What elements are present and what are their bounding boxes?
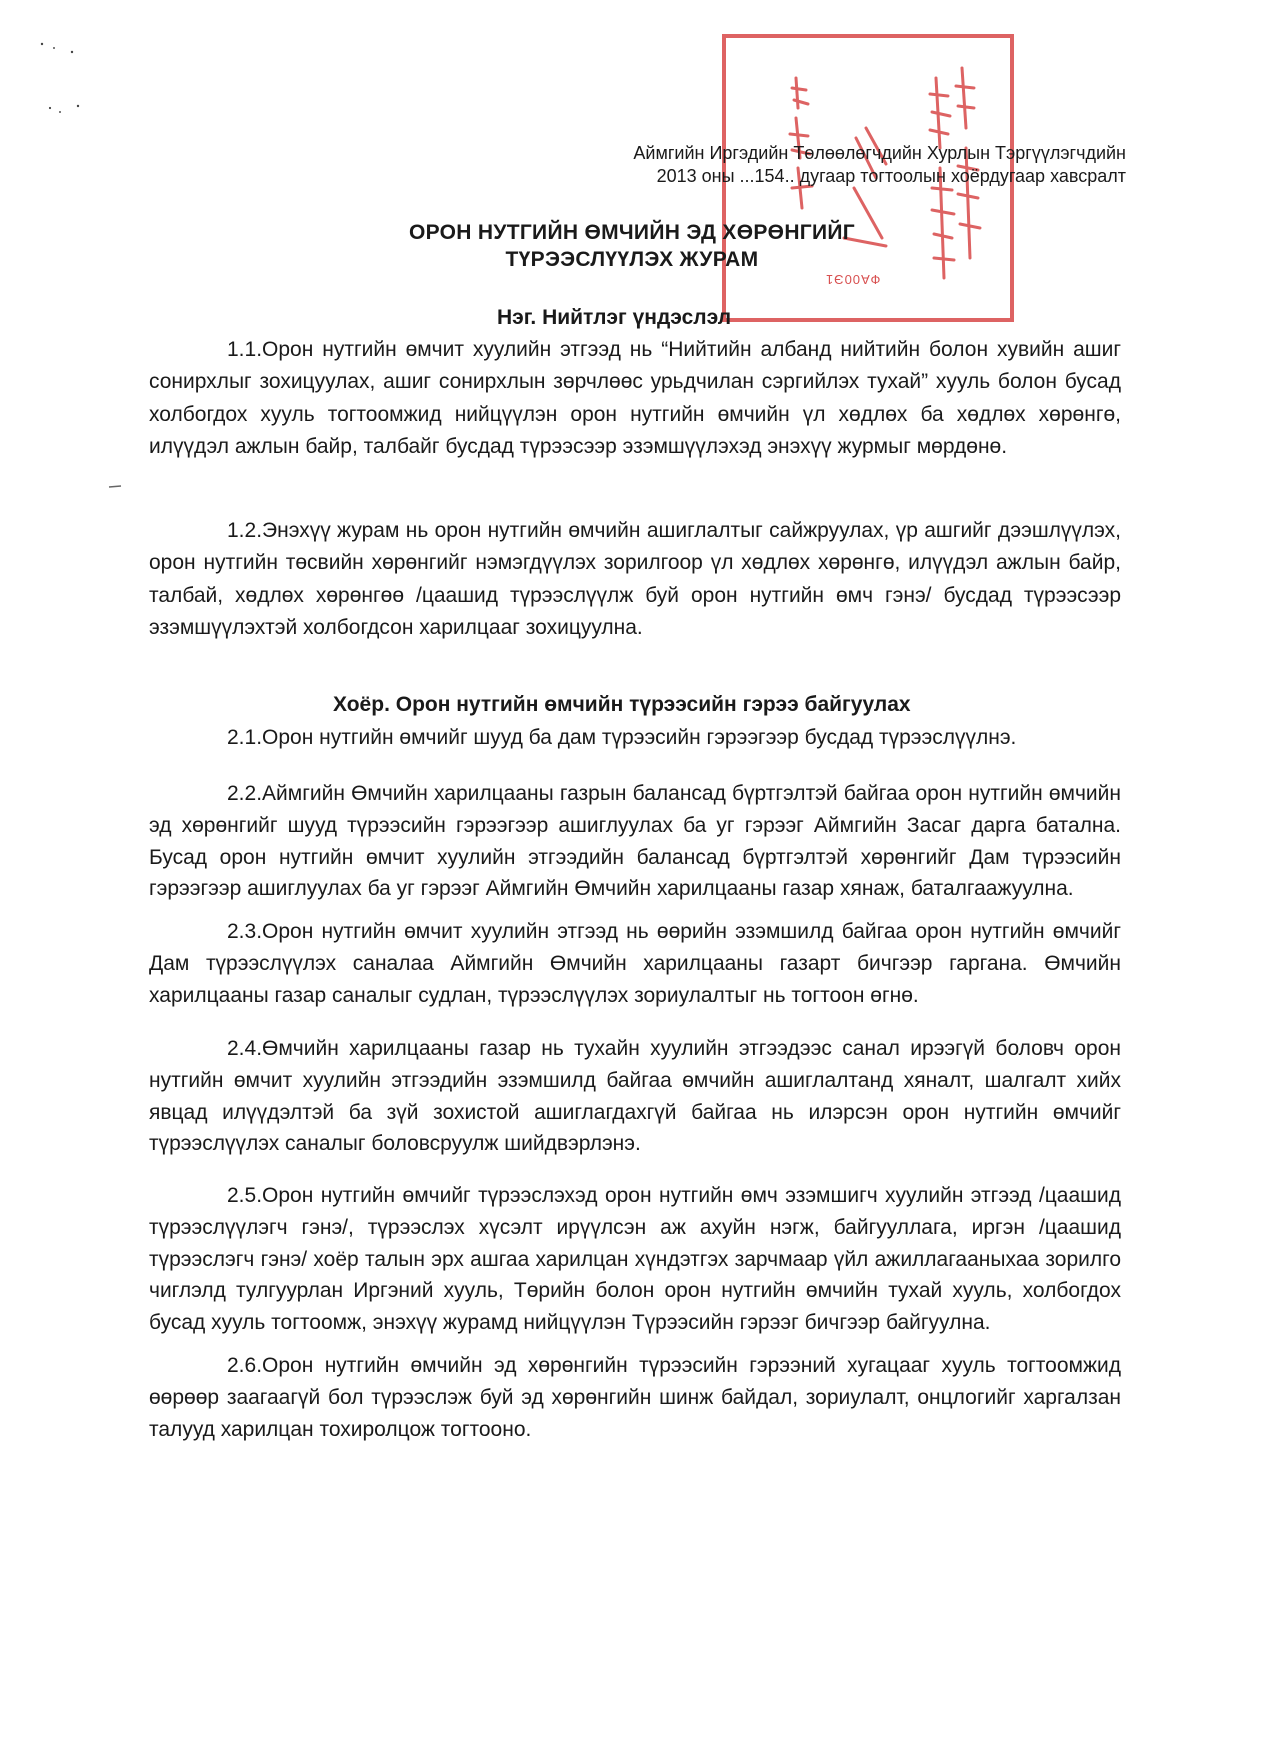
paragraph-2-6: 2.6.Орон нутгийн өмчийн эд хөрөнгийн түрээсийн гэрээний хугацааг хууль тогтоомжид өөрөөр заагаагүй бол түрээслэж буй эд хөрөнгийн шинж байдал, зориулалт, онцлогийг харгалзан талууд харилцан тохиролцож тогтооно.	[149, 1354, 1121, 1441]
appendix-header-line-1: Аймгийн Иргэдийн Төлөөлөгчдийн Хурлын Тэргүүлэгчдийн	[633, 143, 1126, 163]
scan-speck	[108, 484, 122, 490]
paragraph-1-1: 1.1.Орон нутгийн өмчит хуулийн этгээд нь “Нийтийн албанд нийтийн болон хувийн ашиг сонирхлыг зохицуулах, ашиг сонирхлын зөрчлөөс урьдчилан сэргийлэх тухай” хууль болон бусад холбогдох хууль тогтоомжид нийцүүлэн орон нутгийн өмчийн үл хөдлөх ба хөдлөх хөрөнгө, илүүдэл ажлын байр, талбайг бусдад түрээсээр эзэмшүүлэхэд энэхүү журмыг мөрдөнө.	[149, 338, 1121, 458]
scan-specks	[30, 30, 120, 130]
paragraph-2-5: 2.5.Орон нутгийн өмчийг түрээслэхэд орон нутгийн өмч эзэмшигч хуулийн этгээд /цаашид түрээслүүлэгч гэнэ/, түрээслэх хүсэлт ирүүлсэн аж ахуйн нэгж, байгууллага, иргэн /цаашид түрээслэгч гэнэ/ хоёр талын эрх ашгаа харилцан хүндэтгэх зарчмаар үйл ажиллагааныхаа зорилго чиглэлд тулгуурлан Иргэний хууль, Төрийн болон орон нутгийн өмчийн тухай хууль, холбогдох бусад хууль тогтоомж, энэхүү журамд нийцүүлэн Түрээсийн гэрээг бичгээр байгуулна.	[149, 1184, 1121, 1335]
document-title-line-1: ОРОН НУТГИЙН ӨМЧИЙН ЭД ХӨРӨНГИЙГ	[409, 221, 855, 244]
paragraph-2-1: 2.1.Орон нутгийн өмчийг шууд ба дам түрээсийн гэрээгээр бусдад түрээслүүлнэ.	[227, 726, 1017, 749]
section-heading-1: Нэг. Нийтлэг үндэслэл	[497, 306, 732, 329]
stamp-code: ФА00Э1	[825, 272, 881, 287]
paragraph-2-2: 2.2.Аймгийн Өмчийн харилцааны газрын балансад бүртгэлтэй байгаа орон нутгийн өмчийн эд хөрөнгийг шууд түрээсийн гэрээгээр ашиглуулах ба уг гэрээг Аймгийн Засаг дарга батална. Бусад орон нутгийн өмчит хуулийн этгээдийн балансад бүртгэлтэй хөрөнгийг Дам түрээсийн гэрээгээр ашиглуулах ба уг гэрээг Аймгийн Өмчийн харилцааны газар хянаж, баталгаажуулна.	[149, 782, 1121, 901]
paragraph-1-2: 1.2.Энэхүү журам нь орон нутгийн өмчийн ашиглалтыг сайжруулах, үр ашгийг дээшлүүлэх, орон нутгийн төсвийн хөрөнгийг нэмэгдүүлэх зорилгоор үл хөдлөх хөрөнгө, илүүдэл ажлын байр, талбай, хөдлөх хөрөнгөө /цаашид түрээслүүлж буй орон нутгийн өмч гэнэ/ бусдад түрээсээр эзэмшүүлэхтэй холбогдсон харилцааг зохицуулна.	[149, 519, 1121, 639]
section-heading-2: Хоёр. Орон нутгийн өмчийн түрээсийн гэрээ байгуулах	[333, 693, 911, 716]
appendix-header-line-2: 2013 оны ...154.. дугаар тогтоолын хоёрдугаар хавсралт	[656, 166, 1126, 186]
paragraph-2-3: 2.3.Орон нутгийн өмчит хуулийн этгээд нь өөрийн эзэмшилд байгаа орон нутгийн өмчийг Дам түрээслүүлэх саналаа Аймгийн Өмчийн харилцааны газарт бичгээр гаргана. Өмчийн харилцааны газар саналыг судлан, түрээслүүлэх зориулалтыг нь тогтоон өгнө.	[149, 920, 1121, 1007]
document-title-line-2: ТҮРЭЭСЛҮҮЛЭХ ЖУРАМ	[505, 248, 759, 271]
paragraph-2-4: 2.4.Өмчийн харилцааны газар нь тухайн хуулийн этгээдээс санал ирээгүй боловч орон нутгийн өмчит хуулийн этгээдийн эзэмшилд байгаа өмчийн ашиглалтанд хяналт, шалгалт хийх явцад илүүдэлтэй ба зүй зохистой ашиглагдахгүй байгаа нь илэрсэн орон нутгийн өмчийг түрээслүүлэх саналыг боловсруулж шийдвэрлэнэ.	[149, 1037, 1121, 1156]
